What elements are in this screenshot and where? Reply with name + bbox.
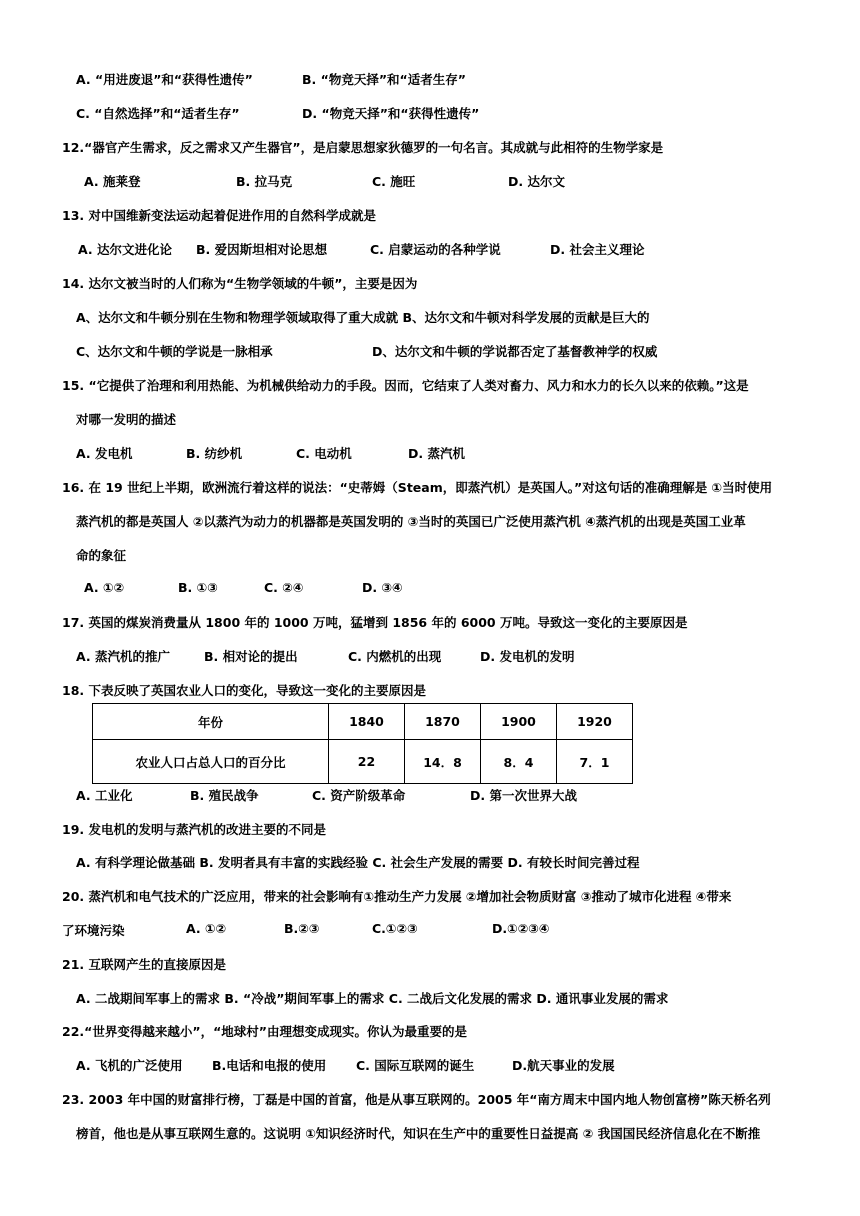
q22-stem: 22.“世界变得越来越小”，“地球村”由理想变成现实。你认为最重要的是 (62, 1024, 468, 1039)
q17-option-d: D. 发电机的发明 (480, 649, 575, 664)
table-cell: 22 (329, 740, 405, 784)
q11-option-d: D. “物竞天择”和“获得性遗传” (302, 106, 480, 121)
q17-option-c: C. 内燃机的出现 (348, 649, 442, 664)
q13-option-b: B. 爱因斯坦相对论思想 (196, 242, 328, 257)
q22-option-a: A. 飞机的广泛使用 (76, 1058, 183, 1073)
q13-option-c: C. 启蒙运动的各种学说 (370, 242, 501, 257)
q13-stem: 13. 对中国维新变法运动起着促进作用的自然科学成就是 (62, 208, 376, 223)
q11-option-c: C. “自然选择”和“适者生存” (76, 106, 240, 121)
q15-option-b: B. 纺纱机 (186, 446, 243, 461)
q19-stem: 19. 发电机的发明与蒸汽机的改进主要的不同是 (62, 822, 326, 837)
q14-options-ab: A、达尔文和牛顿分别在生物和物理学领域取得了重大成就 B、达尔文和牛顿对科学发展的贡献是巨大的 (76, 310, 650, 325)
q20-option-b: B.②③ (284, 921, 320, 936)
q16-option-a: A. ①② (84, 580, 125, 595)
q17-option-a: A. 蒸汽机的推广 (76, 649, 171, 664)
q16-option-d: D. ③④ (362, 580, 403, 595)
q15-stem-line2: 对哪一发明的描述 (76, 412, 177, 427)
table-header-cell: 1870 (405, 704, 481, 740)
q16-stem-line1: 16. 在 19 世纪上半期，欧洲流行着这样的说法：“史蒂姆（Steam，即蒸汽机）是英国人。”对这句话的准确理解是 ①当时使用 (62, 480, 773, 495)
q18-option-a: A. 工业化 (76, 788, 133, 803)
q23-stem-line1: 23. 2003 年中国的财富排行榜，丁磊是中国的首富，他是从事互联网的。2005 年“南方周末中国内地人物创富榜”陈天桥名列 (62, 1092, 771, 1107)
q15-option-a: A. 发电机 (76, 446, 133, 461)
q16-option-c: C. ②④ (264, 580, 304, 595)
q21-stem: 21. 互联网产生的直接原因是 (62, 957, 226, 972)
q12-option-d: D. 达尔文 (508, 174, 565, 189)
q16-stem-line2: 蒸汽机的都是英国人 ②以蒸汽为动力的机器都是英国发明的 ③当时的英国已广泛使用蒸汽机 ④蒸汽机的出现是英国工业革 (76, 514, 746, 529)
q14-option-c: C、达尔文和牛顿的学说是一脉相承 (76, 344, 273, 359)
q12-option-b: B. 拉马克 (236, 174, 293, 189)
q12-option-c: C. 施旺 (372, 174, 416, 189)
table-header-cell: 1920 (557, 704, 633, 740)
q20-option-d: D.①②③④ (492, 921, 550, 936)
q22-option-d: D.航天事业的发展 (512, 1058, 615, 1073)
q18-option-d: D. 第一次世界大战 (470, 788, 577, 803)
q14-stem: 14. 达尔文被当时的人们称为“生物学领域的牛顿”，主要是因为 (62, 276, 418, 291)
q20-stem-line1: 20. 蒸汽机和电气技术的广泛应用，带来的社会影响有①推动生产力发展 ②增加社会物质财富 ③推动了城市化进程 ④带来 (62, 889, 732, 904)
q18-stem: 18. 下表反映了英国农业人口的变化，导致这一变化的主要原因是 (62, 683, 426, 698)
table-cell: 7．1 (557, 740, 633, 784)
q18-option-b: B. 殖民战争 (190, 788, 259, 803)
table-header-cell: 1900 (481, 704, 557, 740)
q19-options: A. 有科学理论做基础 B. 发明者具有丰富的实践经验 C. 社会生产发展的需要 D. 有较长时间完善过程 (76, 855, 640, 870)
q12-option-a: A. 施莱登 (84, 174, 141, 189)
q16-option-b: B. ①③ (178, 580, 218, 595)
q22-option-c: C. 国际互联网的诞生 (356, 1058, 475, 1073)
q17-option-b: B. 相对论的提出 (204, 649, 298, 664)
table-header-cell: 年份 (93, 704, 329, 740)
q18-option-c: C. 资产阶级革命 (312, 788, 406, 803)
q21-options: A. 二战期间军事上的需求 B. “冷战”期间军事上的需求 C. 二战后文化发展的需求 D. 通讯事业发展的需求 (76, 991, 669, 1006)
q20-option-a: A. ①② (186, 921, 227, 936)
table-cell: 8．4 (481, 740, 557, 784)
q13-option-a: A. 达尔文进化论 (78, 242, 173, 257)
q22-option-b: B.电话和电报的使用 (212, 1058, 327, 1073)
q15-option-d: D. 蒸汽机 (408, 446, 465, 461)
table-cell: 农业人口占总人口的百分比 (93, 740, 329, 784)
q11-option-b: B. “物竞天择”和“适者生存” (302, 72, 466, 87)
table-header-cell: 1840 (329, 704, 405, 740)
q17-stem: 17. 英国的煤炭消费量从 1800 年的 1000 万吨，猛增到 1856 年的 6000 万吨。导致这一变化的主要原因是 (62, 615, 688, 630)
table-cell: 14．8 (405, 740, 481, 784)
q13-option-d: D. 社会主义理论 (550, 242, 645, 257)
q15-option-c: C. 电动机 (296, 446, 352, 461)
q23-stem-line2: 榜首，他也是从事互联网生意的。这说明 ①知识经济时代，知识在生产中的重要性日益提高 ② 我国国民经济信息化在不断推 (76, 1126, 761, 1141)
q14-option-d: D、达尔文和牛顿的学说都否定了基督教神学的权威 (372, 344, 658, 359)
q20-stem-line2: 了环境污染 (62, 923, 125, 938)
q15-stem-line1: 15. “它提供了治理和利用热能、为机械供给动力的手段。因而，它结束了人类对畜力、风力和水力的长久以来的依赖。”这是 (62, 378, 749, 393)
q12-stem: 12.“器官产生需求，反之需求又产生器官”，是启蒙思想家狄德罗的一句名言。其成就与此相符的生物学家是 (62, 140, 664, 155)
q18-population-table (92, 703, 633, 784)
q20-option-c: C.①②③ (372, 921, 418, 936)
q16-stem-line3: 命的象征 (76, 548, 127, 563)
q11-option-a: A. “用进废退”和“获得性遗传” (76, 72, 253, 87)
